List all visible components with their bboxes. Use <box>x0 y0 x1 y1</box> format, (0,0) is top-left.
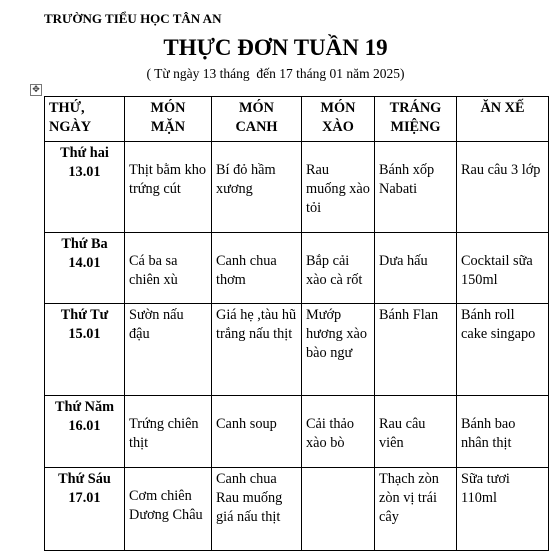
table-row <box>45 142 549 233</box>
trang-mieng-cell: Dưa hấu <box>375 233 457 304</box>
mon-canh-cell: Giá hẹ ,tàu hũ trắng nấu thịt <box>212 304 302 396</box>
mon-canh-cell: Canh soup <box>212 396 302 468</box>
table-header-row <box>45 97 549 142</box>
day-cell: Thứ Sáu 17.01 <box>45 468 125 551</box>
weekly-menu-table <box>44 96 549 551</box>
day-cell: Thứ Ba 14.01 <box>45 233 125 304</box>
mon-canh-cell: Canh chua thơm <box>212 233 302 304</box>
an-xe-cell: Cocktail sữa 150ml <box>457 233 549 304</box>
mon-man-cell: Cơm chiên Dương Châu <box>125 468 212 551</box>
mon-man-cell: Thịt bằm kho trứng cút <box>125 142 212 233</box>
trang-mieng-cell: Bánh Flan <box>375 304 457 396</box>
mon-xao-cell: Bắp cải xào cà rốt <box>302 233 375 304</box>
mon-xao-cell: Rau muống xào tỏi <box>302 142 375 233</box>
day-cell: Thứ Năm 16.01 <box>45 396 125 468</box>
day-cell: Thứ Tư 15.01 <box>45 304 125 396</box>
an-xe-cell: Bánh roll cake singapo <box>457 304 549 396</box>
mon-xao-cell: Cải thảo xào bò <box>302 396 375 468</box>
col-header-an-xe: ĂN XẾ <box>457 97 549 142</box>
school-name: TRƯỜNG TIỂU HỌC TÂN AN <box>44 11 222 26</box>
day-cell: Thứ hai 13.01 <box>45 142 125 233</box>
an-xe-cell: Rau câu 3 lớp <box>457 142 549 233</box>
table-row <box>45 304 549 396</box>
mon-canh-cell: Bí đỏ hầm xương <box>212 142 302 233</box>
an-xe-cell: Sữa tươi 110ml <box>457 468 549 551</box>
col-header-mon-man: MÓN MẶN <box>125 97 212 142</box>
date-range-subtitle: ( Từ ngày 13 tháng đến 17 tháng 01 năm 2025) <box>146 66 405 81</box>
page-title: THỰC ĐƠN TUẦN 19 <box>163 35 388 60</box>
mon-man-cell: Sườn nấu đậu <box>125 304 212 396</box>
mon-man-cell: Cá ba sa chiên xù <box>125 233 212 304</box>
col-header-day: THỨ, NGÀY <box>45 97 125 142</box>
mon-xao-cell <box>302 468 375 551</box>
col-header-mon-canh: MÓN CANH <box>212 97 302 142</box>
table-row <box>45 233 549 304</box>
col-header-trang-mieng: TRÁNG MIỆNG <box>375 97 457 142</box>
col-header-mon-xao: MÓN XÀO <box>302 97 375 142</box>
trang-mieng-cell: Thạch zòn zòn vị trái cây <box>375 468 457 551</box>
an-xe-cell: Bánh bao nhân thịt <box>457 396 549 468</box>
table-row <box>45 396 549 468</box>
mon-xao-cell: Mướp hương xào bào ngư <box>302 304 375 396</box>
trang-mieng-cell: Rau câu viên <box>375 396 457 468</box>
table-row <box>45 468 549 551</box>
mon-canh-cell: Canh chua Rau muống giá nấu thịt <box>212 468 302 551</box>
trang-mieng-cell: Bánh xốp Nabati <box>375 142 457 233</box>
mon-man-cell: Trứng chiên thịt <box>125 396 212 468</box>
table-move-handle-icon[interactable]: ✥ <box>30 84 42 96</box>
